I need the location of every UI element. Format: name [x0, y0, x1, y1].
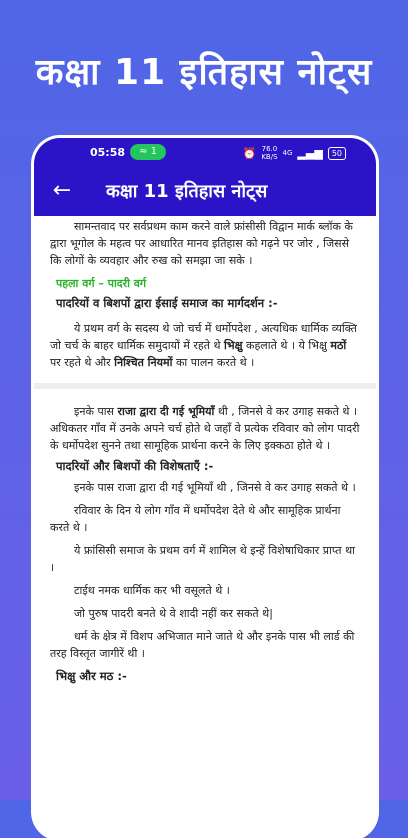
hotspot-pill [130, 144, 166, 160]
speed-value: 76.0 [261, 145, 278, 153]
banner-title: कक्षा 11 इतिहास नोट्स [35, 52, 373, 93]
status-bar [34, 138, 376, 168]
paragraph-lands [34, 403, 376, 454]
alarm-icon: ⏰ [242, 146, 257, 160]
text-segment: का पालन करते थे । [172, 356, 255, 369]
bold-term: भिक्षु [224, 339, 243, 352]
bold-term: मठों [330, 339, 347, 352]
paragraph-clergy [34, 320, 376, 371]
text-segment: ये प्रथम वर्ग के सदस्य थे जो चर्च में धर्मोपदेश , अत्यधिक धार्मिक व्यक्ति जो चर्च के बाहर धार्मिक समुदायों में रहते थे [50, 322, 357, 352]
back-arrow-icon[interactable]: ← [52, 178, 72, 203]
intro-paragraph: सामन्तवाद पर सर्वप्रथम काम करने वाले फ्रांसीसी विद्वान मार्क ब्लॉक के द्वारा भूगोल के महत्व पर आधारित मानव इतिहास को गढ़ने पर जोर , जिससे कि लोगों के व्यवहार और रुख को समझा जा सके । [50, 220, 353, 267]
speed-unit: KB/S [261, 153, 278, 161]
bold-term: राजा द्वारा दी गई भूमियाँ [117, 405, 215, 418]
list-item: जो पुरुष पादरी बनते थे वे शादी नहीं कर सकते थे| [74, 607, 273, 620]
status-icons [243, 145, 346, 161]
text-segment: पर रहते थे और [50, 356, 115, 369]
network-type: 4G [282, 149, 293, 157]
list-item: रविवार के दिन ये लोग गाँव में धर्मोपदेश देते थे और सामूहिक प्रार्थना करते थे । [50, 504, 341, 534]
status-time: 05:58 [90, 146, 126, 159]
list-item: टाईथ नमक धार्मिक कर भी वसूलते थे । [74, 584, 230, 597]
text-segment: कहलाते थे । ये भिक्षु [242, 339, 331, 352]
network-speed [261, 145, 277, 161]
hotspot-count: 1 [150, 146, 157, 157]
app-bar [34, 168, 376, 216]
battery-icon: 50 [328, 147, 346, 160]
bold-term: निश्चित नियमों [114, 356, 173, 369]
section-heading-first-class: पहला वर्ग – पादरी वर्ग [56, 277, 147, 290]
phone-frame [34, 138, 376, 838]
section-divider [34, 383, 376, 389]
notes-content[interactable] [34, 216, 376, 838]
list-item: धर्म के क्षेत्र में विशप अभिजात माने जाते थे और इनके पास भी लार्ड की तरह विस्तृत जागीरें थी । [50, 630, 355, 660]
list-item: इनके पास राजा द्वारा दी गई भूमियाँ थी , जिनसे वे कर उगाह सकते थे । [74, 481, 356, 494]
text-segment: थी , जिनसे वे कर उगाह सकते थे । अधिकतर गाँव में उनके अपने चर्च होते थे जहाँ वे प्रत्येक रविवार को लोग पादरी के धर्मोपदेश सुनने तथा सामूहिक प्रार्थना करने के लिए इक्कठा होते थे । [50, 405, 360, 452]
wifi-icon: ≈ [139, 146, 148, 157]
signal-icon: ▂▄▆ [297, 146, 323, 160]
app-title: कक्षा 11 इतिहास नोट्स [106, 181, 268, 202]
list-item: ये फ्रांसिसी समाज के प्रथम वर्ग में शामिल थे इन्हें विशेषाधिकार प्राप्त था । [50, 544, 355, 574]
text-segment: इनके पास [74, 405, 118, 418]
features-heading: पादरियों और बिशपों की विशेषताएँ :- [56, 459, 214, 473]
monks-heading: भिक्षु और मठ :- [56, 669, 127, 683]
subheading-guidance: पादरियों व बिशपों द्वारा ईसाई समाज का मार्गदर्शन :- [56, 296, 278, 310]
